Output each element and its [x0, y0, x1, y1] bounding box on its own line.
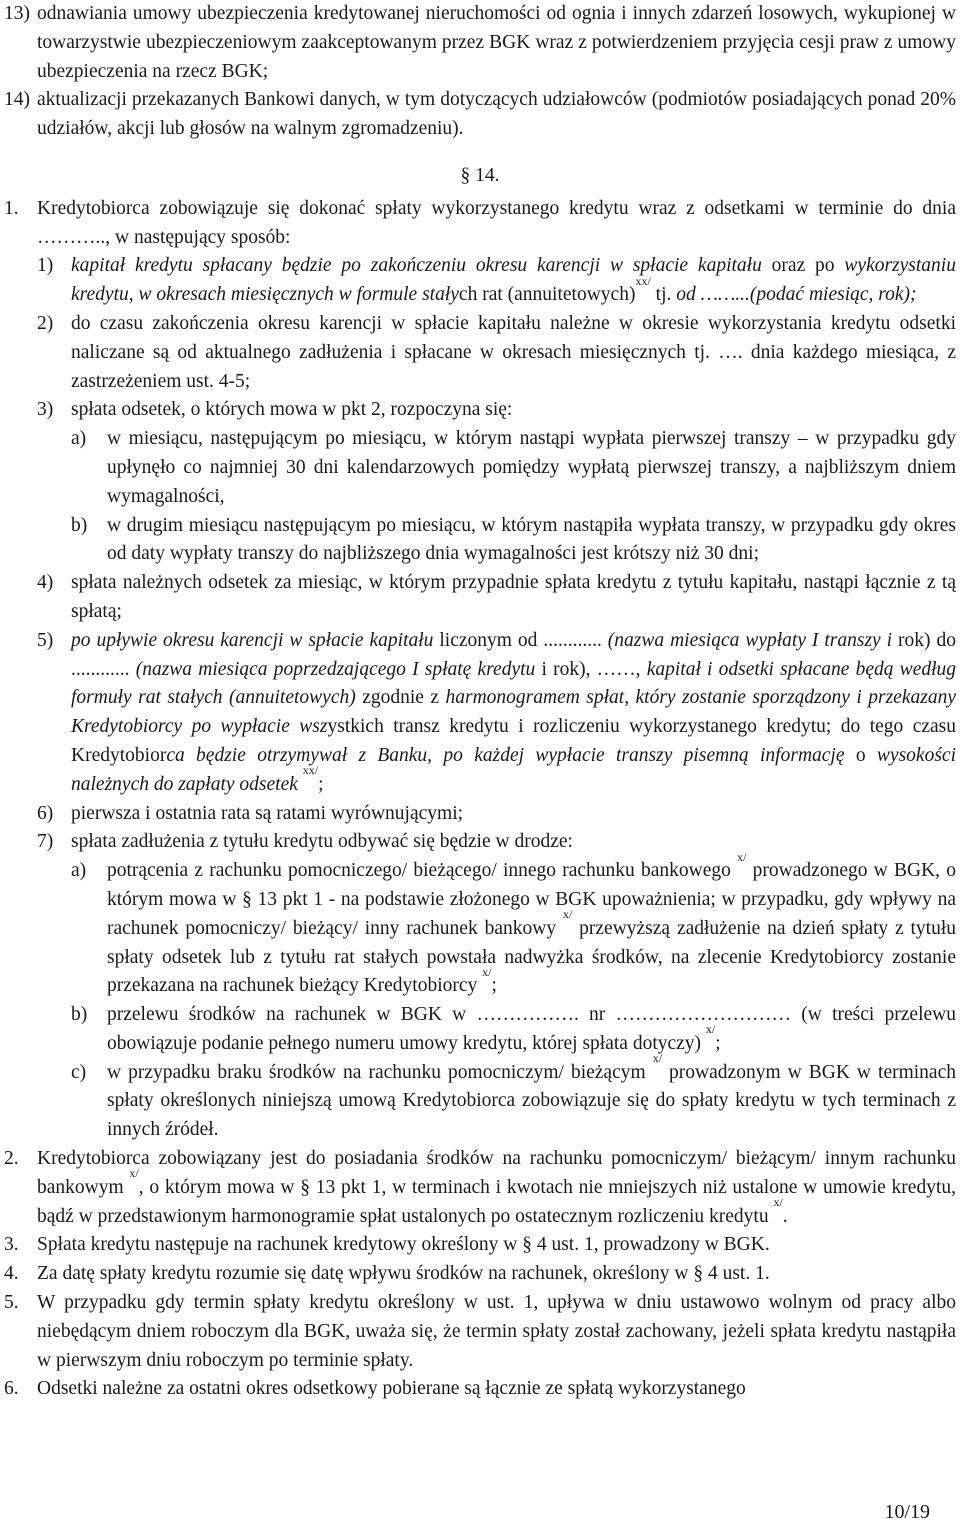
italic-span: ca będzie otrzymywał z Banku, po każdej wypłacie transzy pisemną informację — [166, 744, 845, 766]
footnote-marker: x/ — [482, 964, 492, 979]
point-number: 7) — [37, 831, 54, 853]
clause-4 — [4, 1260, 956, 1289]
point-text: do czasu zakończenia okresu karencji w spłacie kapitału należne w okresie wykorzystania kredytu odsetki naliczane są od aktualnego zadłużenia i spłacane w okresach miesięcznych tj. …. dnia każdego miesiąca, z zastrzeżeniem ust. 4-5; — [71, 312, 956, 392]
item-number: 14) — [4, 89, 30, 111]
footnote-marker: xx/ — [635, 273, 651, 288]
plain-span: ch rat (annuitetowych) — [458, 284, 636, 306]
point-7c — [71, 1051, 956, 1145]
item-text: odnawiania umowy ubezpieczenia kredytowanej nieruchomości od ognia i innych zdarzeń losowych, wykupionej w towarzystwie ubezpieczeniowym zaakceptowanym przez BGK wraz z potwierdzeniem przyjęcia cesji praw z umowy ubezpieczenia na rzecz BGK; — [37, 3, 956, 82]
footnote-marker: x/ — [737, 849, 747, 864]
point-7 — [37, 828, 956, 857]
clause-text: Spłata kredytu następuje na rachunek kredytowy określony w § 4 ust. 1, prowadzony w BGK. — [37, 1234, 770, 1256]
subpoint-text — [107, 1001, 956, 1059]
subpoint-letter: c) — [71, 1061, 87, 1083]
section-heading: § 14. — [460, 164, 500, 186]
point-3 — [37, 396, 956, 425]
point-number: 3) — [37, 399, 54, 421]
point-2 — [37, 310, 956, 396]
plain-span: ; — [318, 773, 324, 795]
subpoint-text — [107, 849, 957, 1001]
point-text: spłata zadłużenia z tytułu kredytu odbywać się będzie w drodze: — [71, 831, 573, 853]
point-text: spłata należnych odsetek za miesiąc, w którym przypadnie spłata kredytu z tytułu kapitału, nastąpi łącznie z tą spłatą; — [71, 572, 956, 622]
clause-number: 4. — [4, 1263, 19, 1285]
page-number: 10/19 — [884, 1501, 930, 1523]
point-text: pierwsza i ostatnia rata są ratami wyrównującymi; — [71, 802, 464, 824]
plain-span: i rok), ……, — [535, 658, 647, 680]
clause-1 — [4, 195, 956, 253]
clause-text: Odsetki należne za ostatni okres odsetkowy pobierane są łącznie ze spłatą wykorzystanego — [37, 1378, 746, 1400]
list-item-13 — [4, 0, 956, 86]
plain-span: , o którym mowa w § 13 pkt 1, w terminach i kwotach nie mniejszych niż ustalone w umowie kredytu, bądź w przedstawionym harmonogramie spłat ustalonych po ostatecznym rozliczeniu kredytu — [37, 1176, 956, 1227]
clause-number: 5. — [4, 1292, 19, 1314]
plain-span: prowadzonego w BGK, o którym mowa w § 13 pkt 1 - na podstawie złożonego w BGK upoważnienia; w przypadku, gdy wpływy na rachunek pomocniczy/ bieżący/ inny rachunek bankowy — [107, 860, 956, 939]
clause-number: 3. — [4, 1234, 19, 1256]
italic-span: kapitał kredytu spłacany będzie po zakończeniu okresu karencji w spłacie kapitału — [71, 255, 762, 277]
point-number: 5) — [37, 629, 54, 651]
point-7a — [71, 849, 957, 1001]
footnote-marker: x/ — [129, 1166, 139, 1181]
subpoint-text: w drugim miesiącu następującym po miesiącu, w którym nastąpiła wypłata transzy, w przypadku gdy okres od daty wypłaty transzy do najbliższego dnia wymagalności jest krótszy niż 30 dni; — [107, 514, 956, 565]
point-number: 4) — [37, 572, 54, 594]
italic-span: harmonogramem spłat, który zostanie sporządzony i przekazany Kredytobiorcy po wypłacie wsz — [71, 687, 956, 738]
clause-5 — [4, 1289, 956, 1375]
italic-span: po upływie okresu karencji w spłacie kapitału — [71, 629, 434, 651]
point-4 — [37, 569, 956, 627]
list-item-14 — [4, 86, 956, 144]
subpoint-text: w miesiącu, następującym po miesiącu, w którym nastąpi wypłata pierwszej transzy – w przypadku gdy upłynęło co najmniej 30 dni kalendarzowych pomiędzy wypłatą pierwszej transzy, a najbliższym dniem wymagalności, — [107, 428, 956, 507]
clause-6 — [4, 1375, 956, 1404]
plain-span: przelewu środków na rachunek w BGK w ……………. nr ……………………… (w treści przelewu obowiązuje podanie pełnego numeru umowy kredytu, której spłata dotyczy) — [107, 1004, 956, 1054]
plain-span: . — [782, 1205, 788, 1227]
footnote-marker: x/ — [705, 1022, 716, 1037]
clause-2 — [4, 1145, 956, 1231]
plain-span: liczonym od ............ — [433, 629, 608, 651]
italic-span: (nazwa miesiąca poprzedzającego I spłatę kredytu — [135, 658, 536, 680]
item-text: aktualizacji przekazanych Bankowi danych, w tym dotyczących udziałowców (podmiotów posiadających ponad 20% udziałów, akcji lub głosów na walnym zgromadzeniu). — [37, 89, 956, 140]
point-5 — [37, 627, 956, 800]
point-3a — [71, 425, 956, 511]
italic-span: wysokości należnych do zapłaty odsetek — [71, 744, 956, 795]
plain-span: Kredytobiorca zobowiązany jest do posiadania środków na rachunku pomocniczym/ bieżącym/ innym rachunku bankowym — [37, 1148, 956, 1198]
plain-span: rok) do ............ — [71, 629, 956, 680]
item-number: 13) — [4, 3, 30, 24]
clause-number: 1. — [4, 197, 19, 219]
italic-span: kapitał i odsetki spłacane będą według formuły rat stałych (annuitetowych) — [71, 658, 957, 709]
plain-span: tj. — [650, 284, 677, 306]
plain-span: ystkich transz kredytu i rozliczeniu wykorzystanego kredytu; do tego czasu Kredytobior — [71, 716, 956, 766]
subpoint-letter: a) — [71, 860, 87, 882]
plain-span: przewyższą zadłużenie na dzień spłaty z tytułu spłaty odsetek lub z tytułu rat stałych powstała nadwyżka środków, na zlecenie Kredytobiorcy zostanie przekazana na rachunek bieżący Kredytobiorcy — [107, 917, 957, 997]
clause-text: Za datę spłaty kredytu rozumie się datę wpływu środków na rachunek, określony w § 4 ust. 1. — [37, 1263, 770, 1285]
clause-number: 6. — [4, 1378, 19, 1400]
point-7b — [71, 1001, 956, 1059]
plain-span: w przypadku braku środków na rachunku pomocniczym/ bieżącym — [107, 1061, 653, 1083]
plain-span: oraz po — [761, 255, 845, 277]
subpoint-letter: b) — [71, 514, 88, 536]
footnote-marker: x/ — [652, 1051, 663, 1066]
footnote-marker: x/ — [773, 1195, 783, 1210]
italic-span: wykorzystaniu kredytu, w okresach miesięcznych w formule stały — [71, 255, 956, 306]
footnote-marker: x/ — [562, 907, 573, 922]
point-text: spłata odsetek, o których mowa w pkt 2, rozpoczyna się: — [71, 399, 513, 421]
plain-span: prowadzonym w BGK w terminach spłaty określonych niniejszą umową Kredytobiorca zobowiązuje się do spłaty kredytu w tych terminach z innych źródeł. — [107, 1061, 956, 1141]
clause-text: W przypadku gdy termin spłaty kredytu określony w ust. 1, upływa w dniu ustawowo wolnym od pracy albo niebędącym dniem roboczym dla BGK, uważa się, że termin spłaty został zachowany, jeżeli spłata kredytu nastąpiła w pierwszym dniu roboczym po terminie spłaty. — [37, 1292, 956, 1371]
subpoint-letter: a) — [71, 428, 87, 450]
clause-text: Kredytobiorca zobowiązuje się dokonać spłaty wykorzystanego kredytu wraz z odsetkami w terminie do dnia ……….., w następujący sposób: — [37, 197, 956, 248]
point-number: 6) — [37, 802, 54, 824]
clause-number: 2. — [4, 1148, 19, 1170]
point-number: 1) — [37, 255, 54, 277]
subpoint-text — [107, 1051, 956, 1145]
point-text — [71, 252, 956, 310]
point-6 — [37, 800, 956, 829]
clause-text — [37, 1145, 956, 1231]
italic-span: (nazwa miesiąca wypłaty I transzy i — [607, 629, 893, 651]
point-text — [71, 627, 956, 800]
footnote-marker: xx/ — [302, 763, 319, 778]
plain-span: potrącenia z rachunku pomocniczego/ bieżącego/ innego rachunku bankowego — [107, 860, 738, 882]
plain-span: ; — [491, 975, 497, 997]
plain-span: ; — [715, 1032, 721, 1054]
point-3b — [71, 512, 956, 570]
clause-3 — [4, 1231, 956, 1260]
italic-span: od ……...(podać miesiąc, rok); — [676, 284, 917, 306]
subpoint-letter: b) — [71, 1004, 88, 1026]
point-number: 2) — [37, 312, 54, 334]
plain-span: o — [844, 744, 877, 766]
point-1 — [37, 252, 956, 310]
plain-span: zgodnie z — [355, 687, 446, 709]
